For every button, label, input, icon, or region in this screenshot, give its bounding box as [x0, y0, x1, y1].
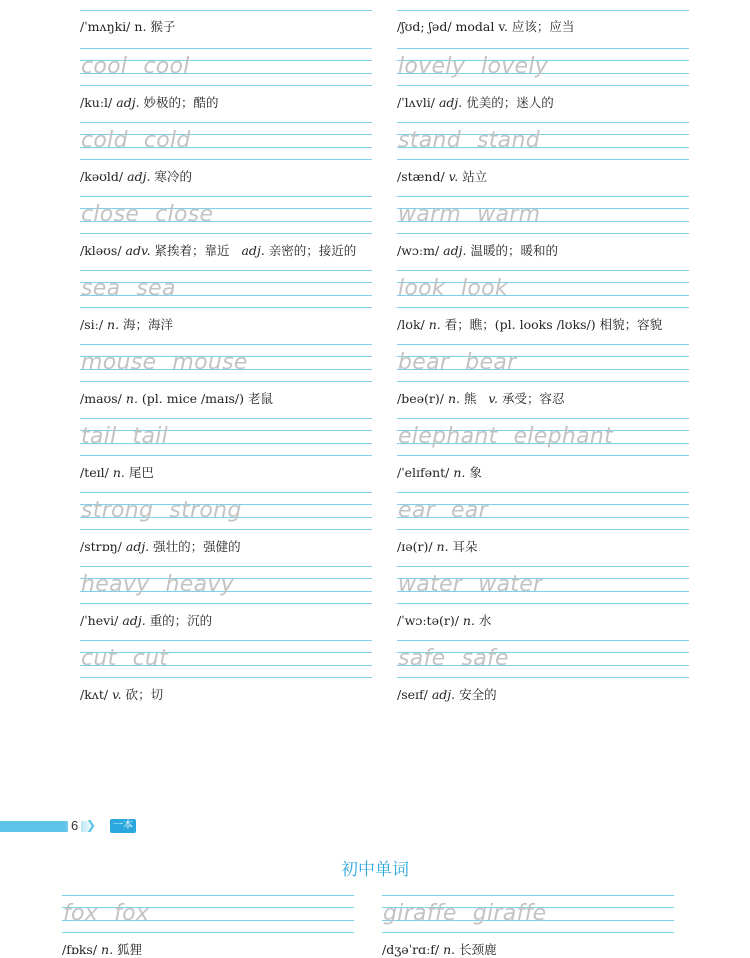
tracing-word: safe safe [398, 646, 509, 671]
word-definition: /kuːl/ adj. 妙极的；酷的 [80, 95, 219, 110]
word-entry-elephant [397, 418, 689, 492]
word-entry-tail [80, 418, 372, 492]
word-definition: /lʊk/ n. 看；瞧；(pl. looks /lʊks/) 相貌；容貌 [397, 317, 663, 332]
page-number: 6 [68, 818, 81, 833]
word-entry-warm [397, 196, 689, 270]
tracing-word: giraffe giraffe [383, 901, 547, 926]
word-entry-look [397, 270, 689, 344]
chevron-right-icon: ❯ [86, 818, 97, 832]
word-entry-giraffe [382, 895, 674, 955]
word-definition: /kləʊs/ adv. 紧挨着；靠近 adj. 亲密的；接近的 [80, 243, 357, 258]
word-entry-close [80, 196, 372, 270]
word-entry-stand [397, 122, 689, 196]
tracing-word: lovely lovely [398, 54, 549, 79]
tracing-word: fox fox [63, 901, 150, 926]
word-definition: /seɪf/ adj. 安全的 [397, 687, 497, 702]
tracing-word: mouse mouse [81, 350, 248, 375]
word-definition: /ɪə(r)/ n. 耳朵 [397, 539, 478, 554]
word-entry-strong [80, 492, 372, 566]
tracing-word: stand stand [398, 128, 540, 153]
tracing-word: cut cut [81, 646, 169, 671]
word-definition: /wɔːm/ adj. 温暖的；暖和的 [397, 243, 558, 258]
tracing-word: warm warm [398, 202, 541, 227]
tracing-word: bear bear [398, 350, 517, 375]
word-definition: /kʌt/ v. 砍；切 [80, 687, 164, 702]
word-entry-sea [80, 270, 372, 344]
word-definition: /kəʊld/ adj. 寒冷的 [80, 169, 192, 184]
word-entry-safe [397, 640, 689, 714]
definition-should: /ʃʊd; ʃəd/ modal v. 应该；应当 [397, 19, 575, 34]
footer-band [0, 821, 64, 832]
tracing-word: heavy heavy [81, 572, 234, 597]
word-entry-lovely [397, 48, 689, 122]
word-definition: /siː/ n. 海；海洋 [80, 317, 174, 332]
word-entry-cool [80, 48, 372, 122]
word-definition: /dʒəˈrɑːf/ n. 长颈鹿 [382, 942, 497, 957]
tracing-word: elephant elephant [398, 424, 614, 449]
word-definition: /ˈelɪfənt/ n. 象 [397, 465, 482, 480]
word-definition: /fɒks/ n. 狐狸 [62, 942, 143, 957]
word-entry-water [397, 566, 689, 640]
word-entry-cold [80, 122, 372, 196]
tracing-word: cool cool [81, 54, 190, 79]
definition-monkey: /ˈmʌŋki/ n. 猴子 [80, 19, 176, 34]
word-entry-mouse [80, 344, 372, 418]
word-entry-heavy [80, 566, 372, 640]
word-definition: /teɪl/ n. 尾巴 [80, 465, 154, 480]
tracing-word: cold cold [81, 128, 191, 153]
word-entry-cut [80, 640, 372, 714]
tracing-word: sea sea [81, 276, 176, 301]
tracing-word: tail tail [81, 424, 169, 449]
word-entry-fox [62, 895, 354, 955]
word-definition: /stænd/ v. 站立 [397, 169, 488, 184]
word-definition: /strɒŋ/ adj. 强壮的；强健的 [80, 539, 241, 554]
word-entry-ear [397, 492, 689, 566]
guide-line [397, 10, 689, 11]
word-definition: /ˈlʌvli/ adj. 优美的；迷人的 [397, 95, 554, 110]
tracing-word: ear ear [398, 498, 488, 523]
word-definition: /beə(r)/ n. 熊 v. 承受；容忍 [397, 391, 565, 406]
guide-line [80, 10, 372, 11]
word-definition: /maʊs/ n. (pl. mice /maɪs/) 老鼠 [80, 391, 273, 406]
tracing-word: close close [81, 202, 214, 227]
publisher-logo: 一本 [110, 819, 136, 833]
section-title: 初中单词 [341, 860, 409, 880]
word-entry-bear [397, 344, 689, 418]
tracing-word: strong strong [81, 498, 242, 523]
word-definition: /ˈwɔːtə(r)/ n. 水 [397, 613, 492, 628]
tracing-word: water water [398, 572, 543, 597]
tracing-word: look look [398, 276, 508, 301]
word-definition: /ˈhevi/ adj. 重的；沉的 [80, 613, 213, 628]
